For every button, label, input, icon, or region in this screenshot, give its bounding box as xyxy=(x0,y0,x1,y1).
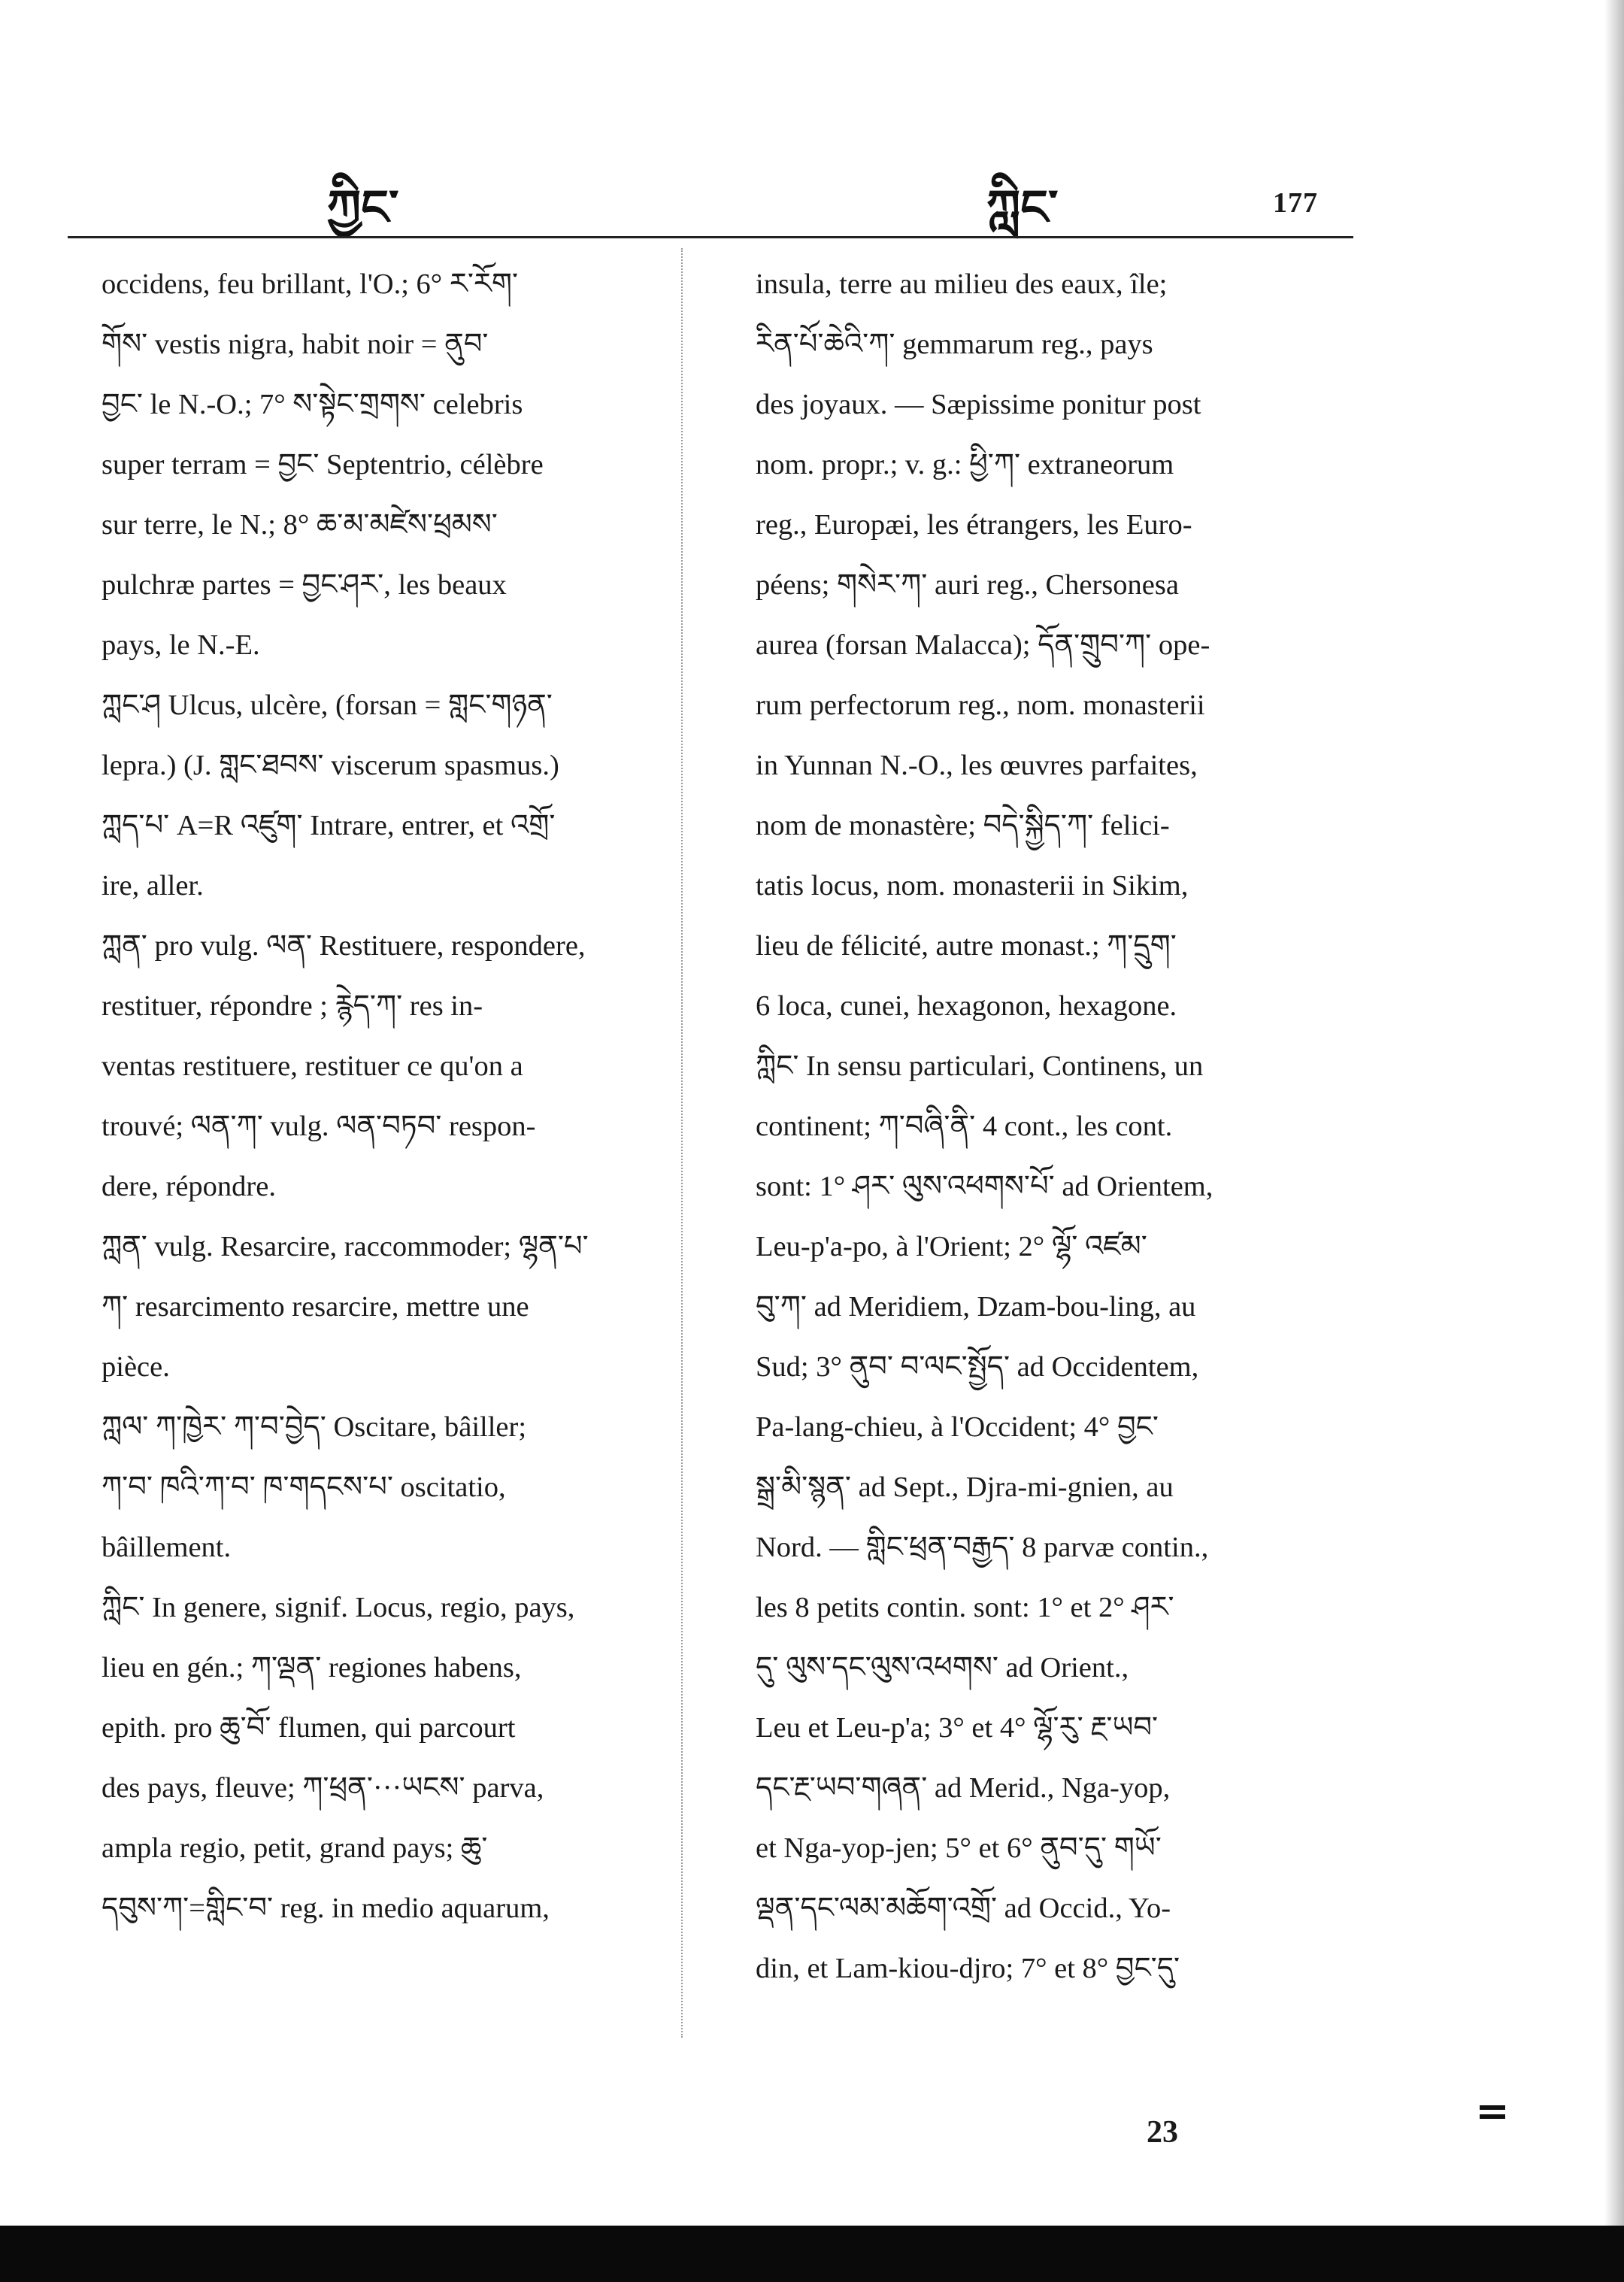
text-line: continent; ཀ་བཞི་ནི་ 4 cont., les cont. xyxy=(756,1111,1173,1142)
text-line: སྒྲ་མི་སྙན་ ad Sept., Djra-mi-gnien, au xyxy=(756,1471,1174,1503)
text-line: péens; གསེར་ཀ་ auri reg., Chersonesa xyxy=(756,569,1179,601)
text-line: ampla regio, petit, grand pays; ཆུ་ xyxy=(102,1832,488,1864)
running-head-left: ཀྱིང་ xyxy=(327,180,399,236)
text-line: des pays, fleuve; ཀ་ཕྲན་···ཡངས་ parva, xyxy=(102,1772,544,1804)
page-number: 177 xyxy=(1273,187,1318,219)
text-line: དང་རྔ་ཡབ་གཞན་ ad Merid., Nga-yop, xyxy=(756,1772,1171,1804)
left-column xyxy=(102,254,680,1938)
text-line: din, et Lam-kiou-djro; 7° et 8° བྱང་དུ་ xyxy=(756,1953,1180,1984)
header-rule xyxy=(68,236,1353,238)
text-line: et Nga-yop-jen; 5° et 6° ནུབ་དུ་ གཡོ་ xyxy=(756,1832,1162,1864)
text-line: sont: 1° ཤར་ ལུས་འཕགས་པོ་ ad Orientem, xyxy=(756,1171,1213,1202)
text-line: ཀླང་ཤ Ulcus, ulcère, (forsan = གླང་གཉན་ xyxy=(102,689,553,721)
text-line: ཀླན་ pro vulg. ལན་ Restituere, respondere, xyxy=(102,930,586,962)
scan-bottom-border xyxy=(0,2226,1624,2282)
text-line: ཀླལ་ ཀ་ཁྱེར་ ཀ་བ་བྱེད་ Oscitare, bâiller; xyxy=(102,1411,527,1443)
text-line: pièce. xyxy=(102,1351,170,1383)
text-line: pays, le N.-E. xyxy=(102,629,260,661)
text-line: ventas restituere, restituer ce qu'on a xyxy=(102,1050,523,1082)
text-line: ཀླིང་ In genere, signif. Locus, regio, pays, xyxy=(102,1592,575,1623)
text-line: lepra.) (J. གླང་ཐབས་ viscerum spasmus.) xyxy=(102,750,559,781)
text-line: lieu en gén.; ཀ་ལྡན་ regiones habens, xyxy=(102,1652,522,1683)
text-line: insula, terre au milieu des eaux, île; xyxy=(756,268,1168,300)
text-line: བྱང་ le N.-O.; 7° ས་སྟེང་གྲགས་ celebris xyxy=(102,389,523,420)
running-head-right: ཀླིང་ xyxy=(986,180,1059,236)
signature-mark: 23 xyxy=(1147,2115,1178,2150)
text-line: ཀླད་པ་ A=R འཛུག་ Intrare, entrer, et འགྲོ་ xyxy=(102,810,556,841)
right-column xyxy=(756,254,1335,1999)
text-line: ཀ་ resarcimento resarcire, mettre une xyxy=(102,1291,529,1323)
text-line: རིན་པོ་ཆེའི་ཀ་ gemmarum reg., pays xyxy=(756,329,1153,360)
scanned-page-edge xyxy=(1604,0,1624,2226)
text-line: དུ་ ལུས་དང་ལུས་འཕགས་ ad Orient., xyxy=(756,1652,1129,1683)
text-line: Leu et Leu-p'a; 3° et 4° ལྷོ་རུ་ རྔ་ཡབ་ xyxy=(756,1712,1159,1744)
text-line: restituer, répondre ; རྙེད་ཀ་ res in- xyxy=(102,990,483,1022)
text-line: ཀླན་ vulg. Resarcire, raccommoder; ལྷན་པ་ xyxy=(102,1231,589,1262)
text-line: nom de monastère; བདེ་སྐྱིད་ཀ་ felici- xyxy=(756,810,1170,841)
text-line: དབུས་ཀ་=གླིང་བ་ reg. in medio aquarum, xyxy=(102,1893,550,1924)
text-line: trouvé; ལན་ཀ་ vulg. ལན་བཏབ་ respon- xyxy=(102,1111,536,1142)
text-line: epith. pro ཆུ་བོ་ flumen, qui parcourt xyxy=(102,1712,516,1744)
text-line: bâillement. xyxy=(102,1532,232,1563)
text-line: sur terre, le N.; 8° ཆ་མ་མཛེས་ཕྲམས་ xyxy=(102,509,498,541)
text-line: གོས་ vestis nigra, habit noir = ནུབ་ xyxy=(102,329,489,360)
text-line: བུ་ཀ་ ad Meridiem, Dzam-bou-ling, au xyxy=(756,1291,1196,1323)
text-line: in Yunnan N.-O., les œuvres parfaites, xyxy=(756,750,1198,781)
text-line: pulchræ partes = བྱང་ཤར་, les beaux xyxy=(102,569,507,601)
text-line: tatis locus, nom. monasterii in Sikim, xyxy=(756,870,1189,902)
text-line: Sud; 3° ནུབ་ བ་ལང་སྤྱོད་ ad Occidentem, xyxy=(756,1351,1199,1383)
text-line: aurea (forsan Malacca); དོན་གྲུབ་ཀ་ ope- xyxy=(756,629,1210,661)
text-line: ལྡན་དང་ལམ་མཆོག་འགྲོ་ ad Occid., Yo- xyxy=(756,1893,1171,1924)
text-line: Pa-lang-chieu, à l'Occident; 4° བྱང་ xyxy=(756,1411,1159,1443)
text-line: occidens, feu brillant, l'O.; 6° ར་རོག་ xyxy=(102,268,519,300)
text-line: nom. propr.; v. g.: ཕྱི་ཀ་ extraneorum xyxy=(756,449,1174,480)
column-divider xyxy=(681,248,683,2038)
text-line: lieu de félicité, autre monast.; ཀ་དྲུག་ xyxy=(756,930,1177,962)
text-line: les 8 petits contin. sont: 1° et 2° ཤར་ xyxy=(756,1592,1174,1623)
margin-mark xyxy=(1480,2105,1505,2128)
text-line: ཀླིང་ In sensu particulari, Continens, un xyxy=(756,1050,1204,1082)
text-line: super terram = བྱང་ Septentrio, célèbre xyxy=(102,449,544,480)
text-line: reg., Europæi, les étrangers, les Euro- xyxy=(756,509,1192,541)
text-line: rum perfectorum reg., nom. monasterii xyxy=(756,689,1205,721)
text-line: 6 loca, cunei, hexagonon, hexagone. xyxy=(756,990,1177,1022)
text-line: Leu-p'a-po, à l'Orient; 2° ལྷོ་ འཛམ་ xyxy=(756,1231,1147,1262)
text-line: ཀ་བ་ ཁའི་ཀ་བ་ ཁ་གདངས་པ་ oscitatio, xyxy=(102,1471,506,1503)
text-line: Nord. — གླིང་ཕྲན་བརྒྱད་ 8 parvæ contin., xyxy=(756,1532,1209,1563)
text-line: dere, répondre. xyxy=(102,1171,276,1202)
text-line: des joyaux. — Sæpissime ponitur post xyxy=(756,389,1201,420)
text-line: ire, aller. xyxy=(102,870,204,902)
